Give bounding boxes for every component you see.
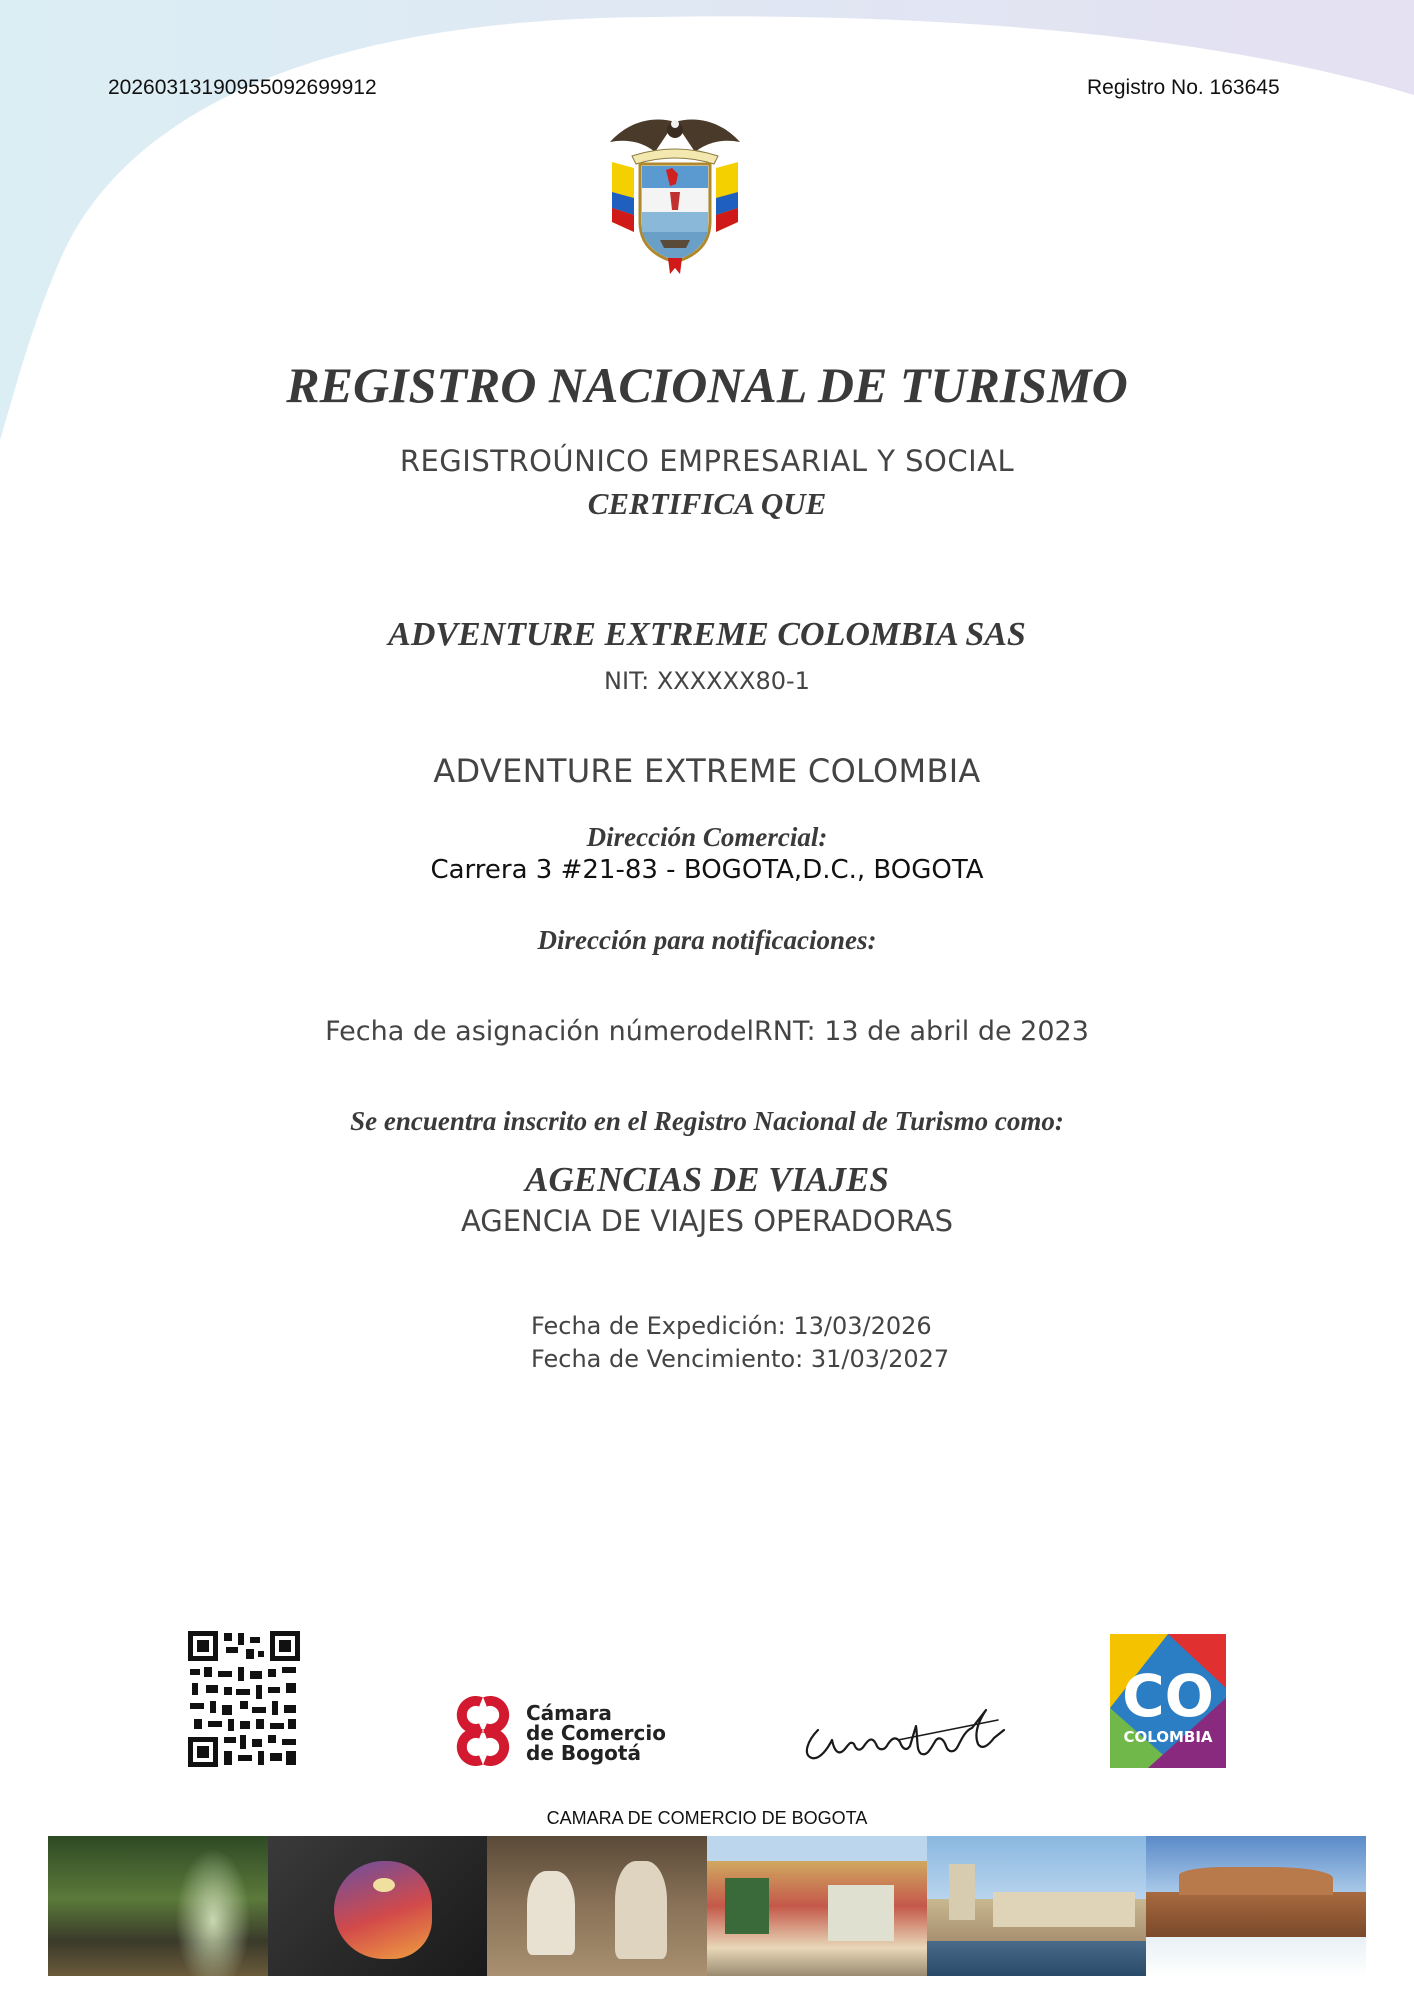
ccb-logo-line: de Bogotá (526, 1741, 641, 1765)
colonial-street-photo (707, 1836, 927, 1976)
fechas-block (531, 1310, 949, 1376)
co-logo-small: COLOMBIA (1123, 1728, 1213, 1746)
fecha-vencimiento: Fecha de Vencimiento: 31/03/2027 (531, 1345, 950, 1373)
document-id: 20260313190955092699912 (108, 76, 377, 99)
categoria: AGENCIAS DE VIAJES (525, 1160, 889, 1199)
subtitle: REGISTROÚNICO EMPRESARIAL Y SOCIAL (399, 444, 1015, 478)
certifica-heading: CERTIFICA QUE (587, 486, 827, 521)
ccb-logo-line: de Comercio (526, 1721, 666, 1745)
condor-photo (268, 1836, 488, 1976)
signature-icon (798, 1700, 1013, 1770)
coat-of-arms-icon (600, 112, 750, 277)
cathedral-photo (927, 1836, 1147, 1976)
subcategoria: AGENCIA DE VIAJES OPERADORAS (460, 1204, 954, 1238)
rock-formation-photo (1146, 1836, 1366, 1976)
page-title: REGISTRO NACIONAL DE TURISMO (286, 357, 1128, 413)
direccion-comercial-label: Dirección Comercial: (586, 822, 828, 852)
musicians-photo (487, 1836, 707, 1976)
direccion-comercial-value: Carrera 3 #21-83 - BOGOTA,D.C., BOGOTA (430, 855, 984, 885)
fecha-expedicion: Fecha de Expedición: 13/03/2026 (531, 1312, 932, 1340)
direccion-notificaciones-label: Dirección para notificaciones: (537, 925, 877, 955)
company-nit: NIT: XXXXXX80-1 (604, 667, 810, 695)
photo-strip (48, 1836, 1366, 1976)
registro-number: Registro No. 163645 (1087, 76, 1280, 99)
forest-photo (48, 1836, 268, 1976)
co-logo-big: CO (1122, 1662, 1214, 1730)
ccb-logo-text (526, 1703, 666, 1763)
ccb-logo-icon (443, 1696, 523, 1766)
commercial-brand: ADVENTURE EXTREME COLOMBIA (433, 752, 981, 790)
co-colombia-logo-icon (1108, 1628, 1230, 1774)
qr-code-icon (188, 1631, 300, 1767)
footer-caption: CAMARA DE COMERCIO DE BOGOTA (546, 1808, 868, 1828)
fecha-asignacion-rnt: Fecha de asignación númerodelRNT: 13 de abril de 2023 (325, 1016, 1089, 1047)
ccb-logo-line: Cámara (526, 1701, 612, 1725)
inscrito-statement: Se encuentra inscrito en el Registro Nacional de Turismo como: (350, 1106, 1064, 1136)
company-name: ADVENTURE EXTREME COLOMBIA SAS (388, 616, 1026, 653)
